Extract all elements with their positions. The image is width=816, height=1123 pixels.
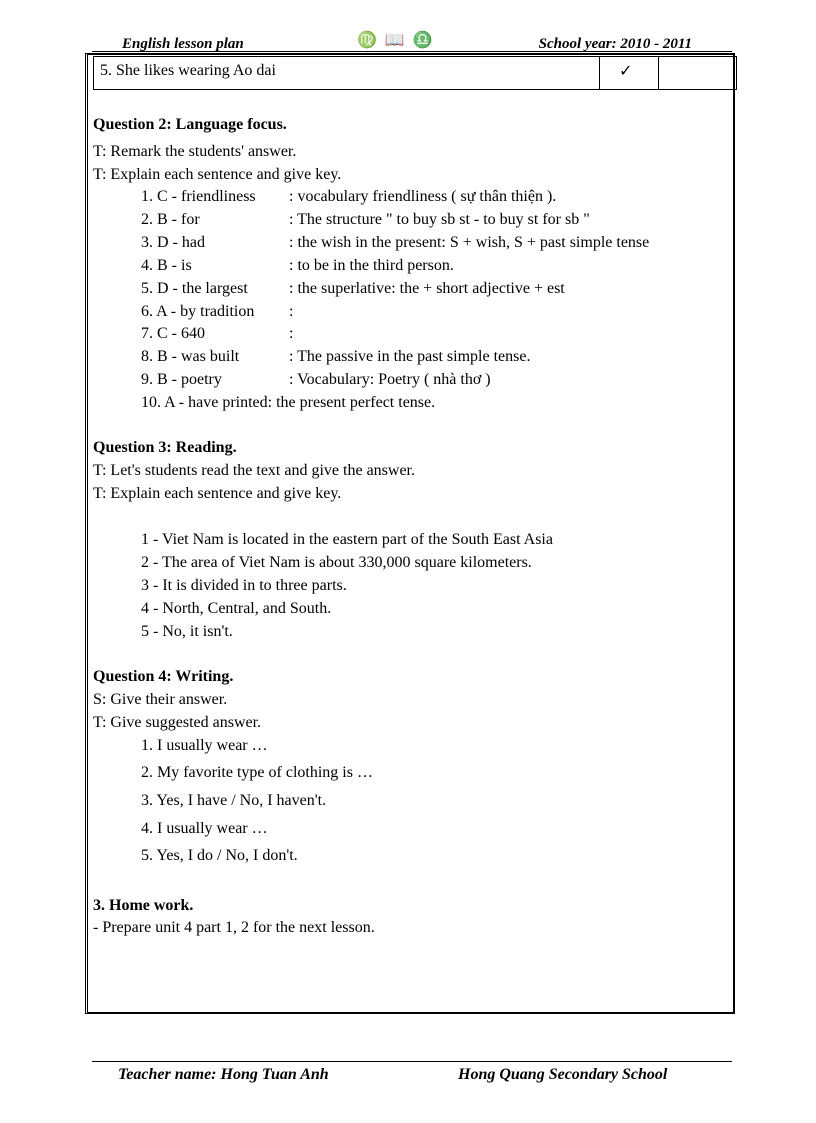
homework-title: 3. Home work. xyxy=(93,897,194,914)
q2-item-key: 6. A - by tradition xyxy=(141,303,255,320)
q3-item: 3 - It is divided in to three parts. xyxy=(141,577,347,594)
q2-line: T: Explain each sentence and give key. xyxy=(93,166,342,183)
q2-item-note: : xyxy=(289,325,294,342)
table-divider xyxy=(599,57,600,89)
table-cell-text: 5. She likes wearing Ao dai xyxy=(100,62,276,79)
q2-item-note: : to be in the third person. xyxy=(289,257,454,274)
checkmark-icon: ✓ xyxy=(619,63,633,80)
q2-item-key: 2. B - for xyxy=(141,211,200,228)
q4-item: 4. I usually wear … xyxy=(141,820,268,837)
q2-item-key: 7. C - 640 xyxy=(141,325,205,342)
q2-item-note: : the wish in the present: S + wish, S + past simple tense xyxy=(289,234,650,251)
q4-item: 5. Yes, I do / No, I don't. xyxy=(141,847,298,864)
q4-title: Question 4: Writing. xyxy=(93,668,234,685)
q2-item-key: 9. B - poetry xyxy=(141,371,222,388)
q3-line: T: Explain each sentence and give key. xyxy=(93,485,342,502)
q4-item: 2. My favorite type of clothing is … xyxy=(141,764,373,781)
q4-item: 1. I usually wear … xyxy=(141,737,268,754)
q2-item-key: 3. D - had xyxy=(141,234,205,251)
q2-item-key: 4. B - is xyxy=(141,257,192,274)
footer-teacher: Teacher name: Hong Tuan Anh xyxy=(118,1066,329,1083)
header-left: English lesson plan xyxy=(122,36,244,52)
page-header xyxy=(92,30,732,52)
q2-item-note: : xyxy=(289,303,294,320)
q2-item-key: 5. D - the largest xyxy=(141,280,248,297)
q2-line: T: Remark the students' answer. xyxy=(93,143,297,160)
footer-school: Hong Quang Secondary School xyxy=(458,1066,668,1083)
homework-text: - Prepare unit 4 part 1, 2 for the next lesson. xyxy=(93,919,375,936)
header-right: School year: 2010 - 2011 xyxy=(538,36,692,52)
q2-item-note: : vocabulary friendliness ( sự thân thiện ). xyxy=(289,188,557,205)
q3-item: 1 - Viet Nam is located in the eastern part of the South East Asia xyxy=(141,531,553,548)
q3-item: 5 - No, it isn't. xyxy=(141,623,233,640)
q4-line: S: Give their answer. xyxy=(93,691,228,708)
q2-item-note: : Vocabulary: Poetry ( nhà thơ ) xyxy=(289,371,491,388)
q3-item: 2 - The area of Viet Nam is about 330,000 square kilometers. xyxy=(141,554,532,571)
q2-item-key: 8. B - was built xyxy=(141,348,240,365)
q3-item: 4 - North, Central, and South. xyxy=(141,600,332,617)
q2-title: Question 2: Language focus. xyxy=(93,116,287,133)
q4-line: T: Give suggested answer. xyxy=(93,714,262,731)
q3-line: T: Let's students read the text and give the answer. xyxy=(93,462,415,479)
q2-item-note: : The passive in the past simple tense. xyxy=(289,348,531,365)
header-symbols: ♍ 📖 ♎ xyxy=(357,32,435,49)
q2-item-key: 10. A - have printed: the present perfect tense. xyxy=(141,394,436,411)
q3-title: Question 3: Reading. xyxy=(93,439,237,456)
table-divider xyxy=(658,57,659,89)
q2-item-note: : the superlative: the + short adjective + est xyxy=(289,280,565,297)
answer-table-row xyxy=(93,56,737,90)
q2-item-note: : The structure " to buy sb st - to buy st for sb " xyxy=(289,211,590,228)
q2-item-key: 1. C - friendliness xyxy=(141,188,256,205)
footer-divider xyxy=(92,1061,732,1062)
q4-item: 3. Yes, I have / No, I haven't. xyxy=(141,792,327,809)
header-divider xyxy=(92,51,732,52)
